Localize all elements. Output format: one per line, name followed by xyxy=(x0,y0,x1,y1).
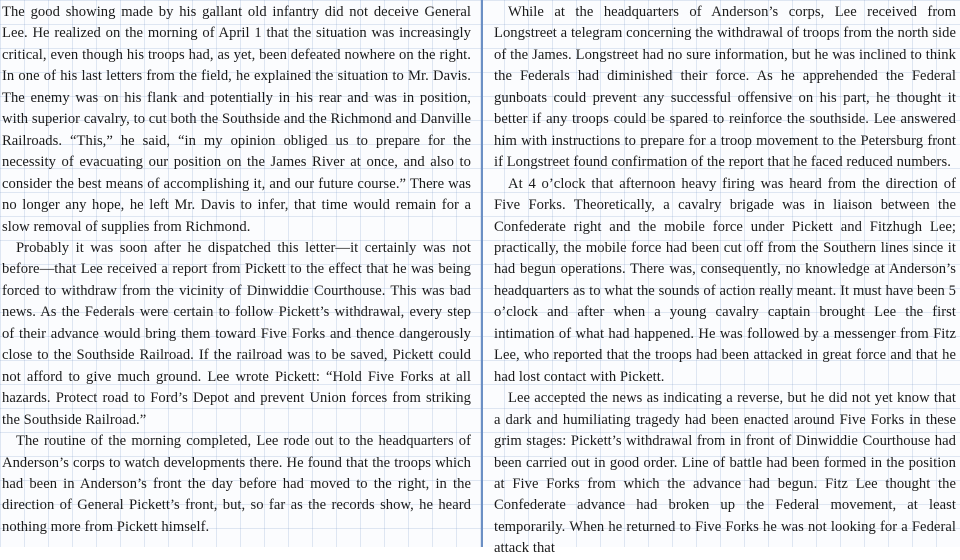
column-divider xyxy=(481,0,483,547)
paragraph: The good showing made by his gallant old infantry did not deceive General Lee. He realized on the morning of April 1 that the situation was increasingly critical, even though his troops had, as yet, been defeated nowhere on the right. In one of his last letters from the field, he explained the situation to Mr. Davis. The enemy was on his flank and potentially in his rear and was in position, with superior cavalry, to cut both the Southside and the Richmond and Danville Railroads. “This,” he said, “in my opinion obliged us to prepare for the necessity of evacuating our position on the James River at once, and also to consider the best means of accomplishing it, and our future course.” There was no longer any hope, he left Mr. Davis to infer, that time would remain for a slow removal of supplies from Richmond. xyxy=(2,4,471,235)
paragraph: Lee accepted the news as indicating a reverse, but he did not yet know that a dark and humiliating tragedy had been enacted around Five Forks in these grim stages: Pickett’s withdrawal from in front of Dinwiddie Courthouse had been carried out in good order. Line of battle had been formed in the position at Five Forks from which the advance had begun. Fitz Lee thought the Confederate advance had broken up the Federal movement, at least temporarily. When he returned to Five Forks he was not looking for a Federal attack that xyxy=(494,390,956,557)
paragraph: The routine of the morning completed, Lee rode out to the headquarters of Anderson’s corps to watch developments there. He found that the troops which had been in Anderson’s front the day before had moved to the right, in the direction of General Pickett’s front, but, so far as the records show, he heard nothing more from Pickett himself. xyxy=(2,433,471,535)
paragraph: While at the headquarters of Anderson’s corps, Lee received from Longstreet a telegram concerning the withdrawal of troops from the north side of the James. Longstreet had no sure information, but he was inclined to think the Federals had diminished their force. As he apprehended the Federal gunboats could prevent any successful offensive on his part, he thought it better if any troops could be spared to reinforce the southside. Lee answered him with instructions to prepare for a troop movement to the Petersburg front if Longstreet found confirmation of the report that he faced reduced numbers. xyxy=(494,4,956,171)
right-column xyxy=(494,2,956,557)
paragraph: At 4 o’clock that afternoon heavy firing was heard from the direction of Five Forks. Theoretically, a cavalry brigade was in liaison between the Confederate right and the mobile force under Pickett and Fitzhugh Lee; practically, the mobile force had been cut off from the Southern lines since it had begun operations. There was, consequently, no knowledge at Anderson’s headquarters as to what the sounds of action really meant. It must have been 5 o’clock and after when a young cavalry captain brought Lee the first intimation of what had happened. He was followed by a messenger from Fitz Lee, who reported that the troops had been attacked in great force and that he had lost contact with Pickett. xyxy=(494,175,956,385)
paragraph: Probably it was soon after he dispatched this letter—it certainly was not before—that Lee received a report from Pickett to the effect that he was being forced to withdraw from the vicinity of Dinwiddie Courthouse. This was bad news. As the Federals were certain to follow Pickett’s withdrawal, every step of their advance would bring them toward Five Forks and thence dangerously close to the Southside Railroad. If the railroad was to be saved, Pickett could not afford to give much ground. Lee wrote Pickett: “Hold Five Forks at all hazards. Protect road to Ford’s Depot and prevent Union forces from striking the Southside Railroad.” xyxy=(2,239,471,428)
left-column xyxy=(2,2,471,547)
